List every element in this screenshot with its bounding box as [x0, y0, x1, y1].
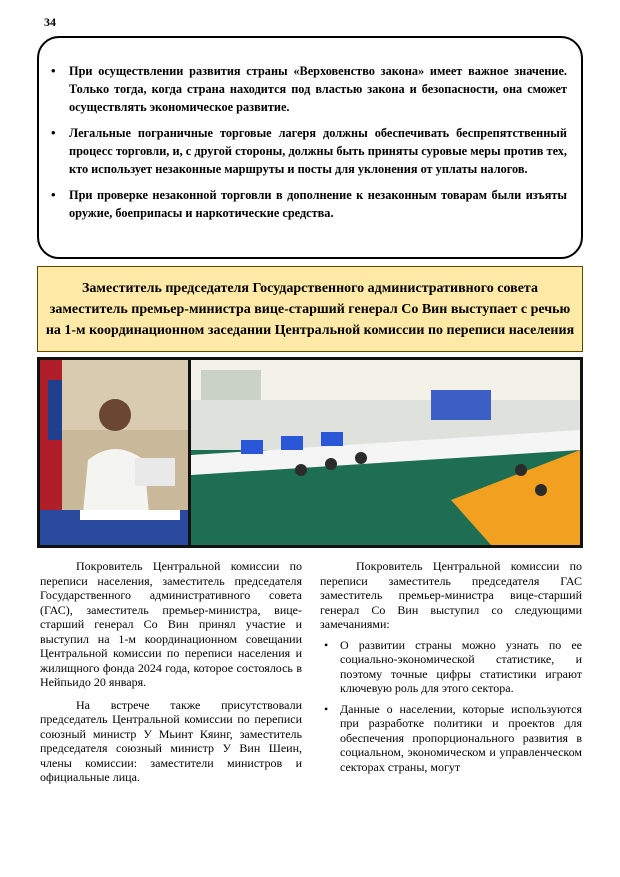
- speaker-photo: [40, 360, 188, 545]
- article-paragraph: На встрече также присутствовали председатель Центральной комиссии по переписи союзный министр У Мьинт Кяинг, заместитель председателя союзный министр У Вин Шеин, члены комиссии: заместители министров и официальные лица.: [40, 697, 302, 784]
- article-paragraph: Покровитель Центральной комиссии по переписи населения, заместитель председателя Государственного административного совета (ГАС), заместитель премьер-министра, вице-старший генерал Со Вин принял участие и выступил на 1-м координационном совещании Центральной комиссии по переписи населения и жилищного фонда 2024 года, которое состоялось в Нейпьидо 20 января.: [40, 559, 302, 689]
- article-headline: Заместитель председателя Государственного административного совета заместитель премьер-министра вице-старший генерал Со Вин выступает с речью на 1-м координационном заседании Центральной комиссии по переписи населения: [37, 266, 583, 352]
- article-paragraph: Покровитель Центральной комиссии по переписи заместитель председателя ГАС заместитель премьер-министра вице-старший генерал Со Вин выступил со следующими замечаниями:: [320, 559, 582, 631]
- summary-list: [39, 38, 581, 222]
- summary-item: • При проверке незаконной торговли в дополнение к незаконным товарам были изъяты оружие, боеприпасы и наркотические средства.: [69, 186, 567, 222]
- page-number: 34: [44, 15, 56, 29]
- summary-box: [37, 36, 583, 259]
- summary-item: • При осуществлении развития страны «Верховенство закона» имеет важное значение. Только тогда, когда страна находится под властью закона и безопасности, она сможет осуществлять экономическое развитие.: [69, 62, 567, 116]
- article-column-right: [320, 559, 582, 780]
- meeting-hall-photo: [191, 360, 580, 545]
- remark-item: • Данные о населении, которые используются при разработке политики и проектов для обеспечения пропорционального развития в социальном, экономическом и управленческом секторах страны, могут: [340, 702, 582, 775]
- article-column-left: [40, 559, 302, 785]
- summary-item: • Легальные пограничные торговые лагеря должны обеспечивать беспрепятственный процесс торговли, и, с другой стороны, должны быть приняты суровые меры против тех, кто использует незаконные маршруты и посты для уклонения от уплаты налогов.: [69, 124, 567, 178]
- remarks-list: [320, 638, 582, 775]
- remark-item: • О развитии страны можно узнать по ее социально-экономической статистике, и поэтому точные цифры статистики играют ключевую роль для этого сектора.: [340, 638, 582, 696]
- photo-strip: [37, 357, 583, 548]
